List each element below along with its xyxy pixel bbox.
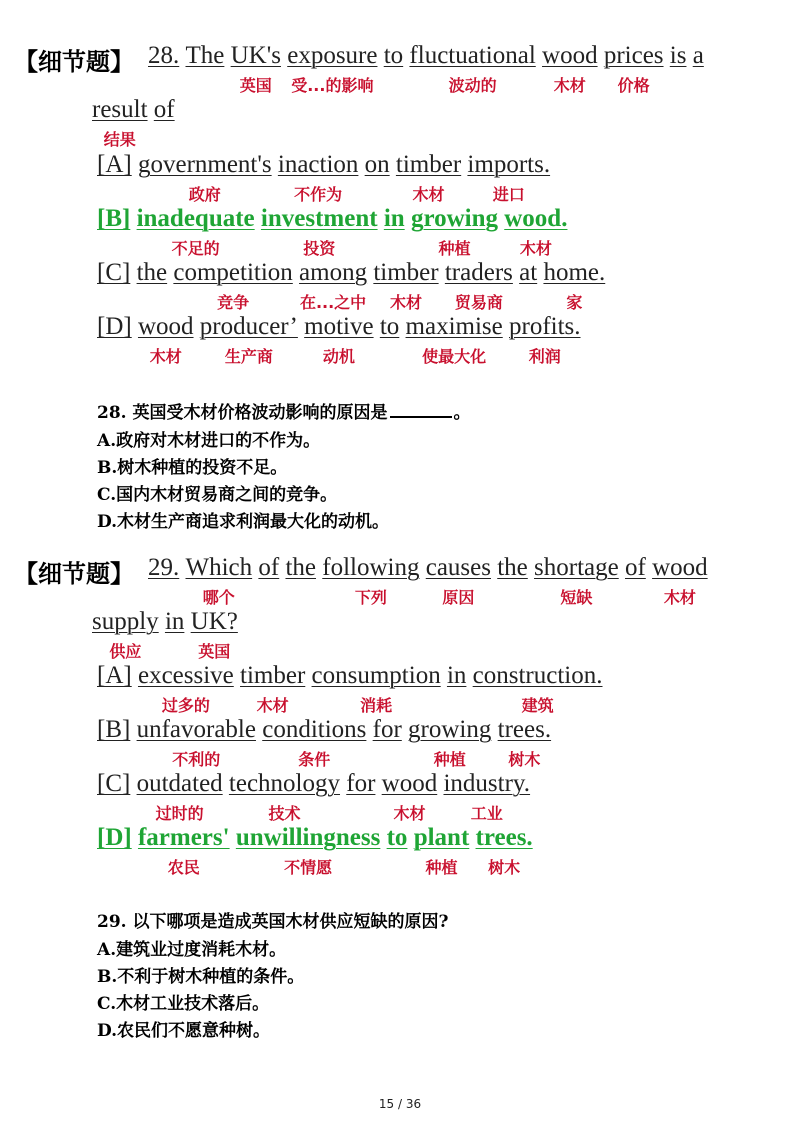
english-word: industry. (443, 770, 531, 797)
chinese-gloss: 工业 (470, 804, 503, 823)
question-type-tag: 【细节题】 (14, 560, 134, 588)
chinese-gloss: 波动的 (448, 76, 497, 95)
english-word: trees. (475, 824, 533, 851)
option-a (97, 151, 551, 204)
translation-option-b: B.树木种植的投资不足。 (97, 458, 288, 478)
word (693, 42, 704, 70)
word (311, 662, 441, 715)
english-word: outdated (136, 770, 223, 797)
english-word: a (692, 42, 704, 69)
word (542, 42, 598, 95)
word (137, 259, 168, 287)
question-type-tag: 【细节题】 (14, 48, 134, 76)
word (240, 662, 306, 715)
english-word: 29. (148, 554, 180, 581)
chinese-gloss: 英国 (239, 76, 272, 95)
chinese-gloss: 消耗 (360, 696, 393, 715)
word (137, 824, 230, 877)
english-word: conditions (262, 716, 367, 743)
word (148, 42, 179, 70)
english-word: inadequate (136, 205, 255, 232)
word (413, 824, 470, 877)
chinese-gloss: 木材 (519, 239, 552, 258)
english-word: at (519, 259, 538, 286)
word (137, 662, 234, 715)
word (519, 259, 537, 287)
word (230, 42, 281, 95)
chinese-gloss: 在...之中 (299, 293, 367, 312)
word (467, 151, 551, 204)
english-word: inaction (277, 151, 359, 178)
chinese-gloss: 木材 (149, 347, 182, 366)
english-word: to (383, 42, 404, 69)
translation-option-d: D.木材生产商追求利润最大化的动机。 (97, 512, 390, 532)
chinese-gloss: 使最大化 (422, 347, 487, 366)
chinese-gloss: 木材 (412, 185, 445, 204)
english-word: The (185, 42, 225, 69)
word (625, 554, 646, 582)
english-word: timber (240, 662, 306, 689)
word (260, 205, 378, 258)
chinese-gloss: 生产商 (224, 347, 273, 366)
chinese-gloss: 价格 (617, 76, 650, 95)
translation-option-a: A.政府对木材进口的不作为。 (97, 431, 321, 451)
chinese-gloss: 英国 (198, 642, 231, 661)
word (185, 554, 253, 607)
word (92, 96, 148, 149)
chinese-gloss: 木材 (393, 804, 426, 823)
chinese-gloss: 哪个 (202, 588, 235, 607)
word (395, 151, 462, 204)
question-stem-line-2 (92, 608, 238, 661)
english-word: shortage (534, 554, 619, 581)
chinese-gloss: 树木 (488, 858, 521, 877)
word (136, 770, 223, 823)
word (262, 716, 367, 769)
chinese-gloss: 受...的影响 (291, 76, 374, 95)
english-word: [D] (97, 313, 132, 340)
word (652, 554, 708, 607)
chinese-gloss: 技术 (268, 804, 301, 823)
question-stem-line-1 (148, 42, 704, 95)
chinese-gloss: 下列 (354, 588, 387, 607)
english-word: on (364, 151, 390, 178)
page-number: 15 / 36 (378, 1097, 422, 1111)
english-word: timber (373, 259, 439, 286)
word (384, 205, 405, 233)
english-word: following (322, 554, 420, 581)
english-word: wood (652, 554, 708, 581)
english-word: consumption (311, 662, 441, 689)
english-word: timber (395, 151, 462, 178)
word (405, 313, 503, 366)
word (497, 716, 552, 769)
word (443, 770, 531, 823)
english-word: of (153, 96, 175, 123)
word (235, 824, 381, 877)
option-c (97, 259, 606, 312)
word (365, 151, 390, 179)
word (387, 824, 408, 852)
word (670, 42, 687, 70)
english-word: in (446, 662, 467, 689)
word (472, 662, 603, 715)
chinese-gloss: 树木 (508, 750, 541, 769)
chinese-gloss: 木材 (663, 588, 696, 607)
word (285, 554, 316, 582)
chinese-gloss: 木材 (389, 293, 422, 312)
english-word: construction. (472, 662, 603, 689)
word (504, 205, 568, 258)
word (287, 42, 378, 95)
chinese-gloss: 不情愿 (284, 858, 333, 877)
english-word: 28. (148, 42, 180, 69)
chinese-gloss: 农民 (167, 858, 200, 877)
word (97, 259, 130, 287)
translation-stem (97, 907, 448, 932)
translation-stem-text: 29. 以下哪项是造成英国木材供应短缺的原因? (97, 912, 449, 932)
english-word: investment (260, 205, 378, 232)
chinese-gloss: 竞争 (217, 293, 250, 312)
word (410, 205, 498, 258)
english-word: wood. (504, 205, 568, 232)
word (373, 716, 402, 744)
chinese-gloss: 结果 (103, 130, 136, 149)
option-b-correct (97, 205, 568, 258)
word (381, 770, 438, 823)
chinese-gloss: 条件 (298, 750, 331, 769)
chinese-gloss: 家 (566, 293, 583, 312)
english-word: farmers' (137, 824, 230, 851)
chinese-gloss: 种植 (438, 239, 471, 258)
option-d-correct (97, 824, 533, 877)
word (497, 554, 528, 582)
chinese-gloss: 供应 (109, 642, 142, 661)
english-word: [A] (97, 662, 132, 689)
translation-option-a: A.建筑业过度消耗木材。 (97, 940, 287, 960)
english-word: wood (381, 770, 438, 797)
word (137, 151, 272, 204)
english-word: wood (542, 42, 598, 69)
english-word: growing (410, 205, 498, 232)
english-word: the (497, 554, 528, 581)
english-word: producer’ (199, 313, 298, 340)
chinese-gloss: 种植 (433, 750, 466, 769)
word (509, 313, 581, 366)
chinese-gloss: 投资 (303, 239, 336, 258)
word (447, 662, 466, 690)
word (409, 42, 536, 95)
word (475, 824, 533, 877)
chinese-gloss: 过时的 (155, 804, 204, 823)
chinese-gloss: 短缺 (560, 588, 593, 607)
chinese-gloss: 政府 (188, 185, 221, 204)
word (304, 313, 374, 366)
word (408, 716, 492, 769)
word (136, 205, 255, 258)
translation-option-b: B.不利于树木种植的条件。 (97, 967, 305, 987)
chinese-gloss: 过多的 (161, 696, 210, 715)
chinese-gloss: 不作为 (294, 185, 343, 204)
word (165, 608, 184, 636)
question-stem-line-1 (148, 554, 708, 607)
english-word: motive (304, 313, 374, 340)
word (444, 259, 513, 312)
english-word: exposure (287, 42, 378, 69)
word (186, 42, 225, 70)
word (228, 770, 341, 823)
chinese-gloss: 不足的 (171, 239, 220, 258)
chinese-gloss: 贸易商 (454, 293, 503, 312)
english-word: of (624, 554, 646, 581)
chinese-gloss: 原因 (442, 588, 475, 607)
english-word: of (258, 554, 280, 581)
english-word: [B] (97, 205, 131, 232)
word (603, 42, 664, 95)
word (373, 259, 439, 312)
option-d (97, 313, 581, 366)
word (154, 96, 175, 124)
english-word: in (383, 205, 405, 232)
word (136, 716, 256, 769)
english-word: unfavorable (136, 716, 256, 743)
english-word: plant (413, 824, 470, 851)
english-word: home. (543, 259, 606, 286)
word (258, 554, 279, 582)
word (384, 42, 403, 70)
english-word: the (285, 554, 317, 581)
chinese-gloss: 种植 (425, 858, 458, 877)
english-word: government's (137, 151, 272, 178)
english-word: prices (603, 42, 664, 69)
english-word: the (136, 259, 168, 286)
english-word: among (299, 259, 368, 286)
option-b (97, 716, 552, 769)
option-a (97, 662, 603, 715)
english-word: unwillingness (235, 824, 381, 851)
english-word: profits. (509, 313, 581, 340)
english-word: Which (185, 554, 253, 581)
word (97, 662, 132, 690)
english-word: competition (173, 259, 293, 286)
english-word: for (372, 716, 402, 743)
english-word: imports. (467, 151, 551, 178)
translation-option-c: C.木材工业技术落后。 (97, 994, 270, 1014)
translation-option-d: D.农民们不愿意种树。 (97, 1021, 271, 1041)
english-word: [D] (97, 824, 132, 851)
english-word: result (92, 96, 148, 123)
word (425, 554, 491, 607)
english-word: [C] (97, 259, 131, 286)
english-word: [A] (97, 151, 132, 178)
translation-stem (97, 398, 471, 423)
word (346, 770, 375, 798)
word (199, 313, 298, 366)
english-word: supply (92, 608, 159, 635)
english-word: to (386, 824, 408, 851)
word (534, 554, 619, 607)
translation-stem-text: 28. 英国受木材价格波动影响的原因是 (97, 403, 388, 423)
word (97, 313, 132, 341)
word (277, 151, 359, 204)
english-word: excessive (137, 662, 234, 689)
chinese-gloss: 利润 (528, 347, 561, 366)
word (97, 151, 132, 179)
question-stem-line-2 (92, 96, 175, 149)
english-word: [B] (97, 716, 131, 743)
option-c (97, 770, 531, 823)
word (543, 259, 606, 312)
english-word: is (669, 42, 687, 69)
english-word: fluctuational (409, 42, 536, 69)
answer-blank (390, 398, 452, 418)
english-word: for (346, 770, 376, 797)
word (173, 259, 293, 312)
english-word: [C] (97, 770, 131, 797)
word (97, 770, 130, 798)
word (190, 608, 238, 661)
chinese-gloss: 建筑 (521, 696, 554, 715)
word (97, 716, 130, 744)
word (97, 824, 132, 852)
translation-option-c: C.国内木材贸易商之间的竞争。 (97, 485, 338, 505)
english-word: in (164, 608, 185, 635)
english-word: UK's (230, 42, 281, 69)
chinese-gloss: 不利的 (172, 750, 221, 769)
translation-stem-end: 。 (453, 403, 471, 423)
chinese-gloss: 木材 (553, 76, 586, 95)
english-word: trees. (497, 716, 552, 743)
word (322, 554, 420, 607)
word (299, 259, 368, 312)
word (97, 205, 130, 233)
english-word: wood (137, 313, 194, 340)
english-word: maximise (405, 313, 503, 340)
word (148, 554, 179, 582)
chinese-gloss: 动机 (322, 347, 355, 366)
word (380, 313, 399, 341)
english-word: UK? (190, 608, 238, 635)
english-word: growing (408, 716, 492, 743)
word (137, 313, 194, 366)
word (92, 608, 159, 661)
english-word: technology (228, 770, 341, 797)
english-word: traders (444, 259, 513, 286)
english-word: causes (425, 554, 491, 581)
chinese-gloss: 木材 (256, 696, 289, 715)
chinese-gloss: 进口 (492, 185, 525, 204)
english-word: to (379, 313, 400, 340)
